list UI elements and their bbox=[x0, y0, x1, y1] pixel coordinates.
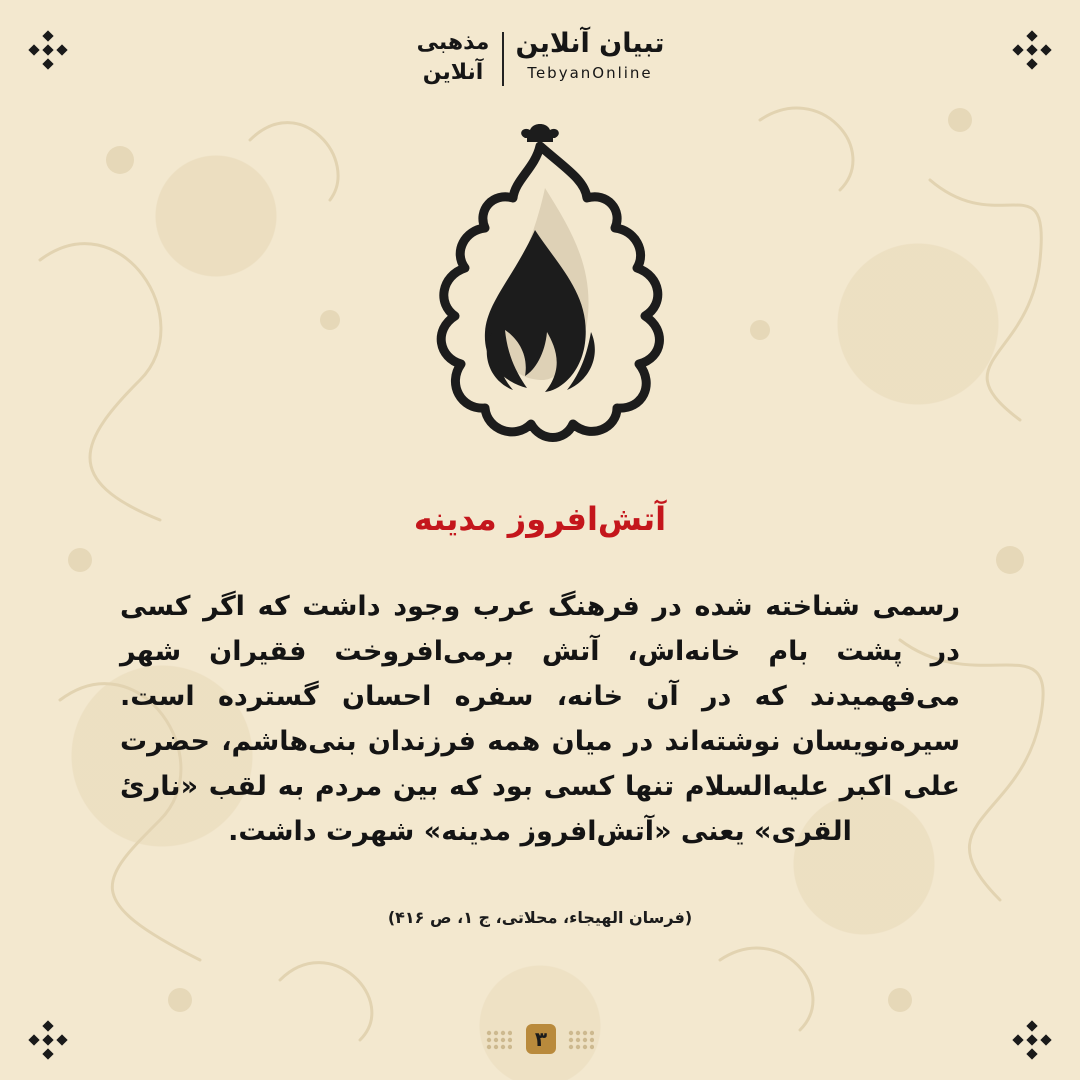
body-paragraph: رسمی شناخته شده در فرهنگ عرب وجود داشت که اگر کسی در پشت بام خانه‌اش، آتش برمی‌افروخت فقیران شهر می‌فهمیدند که در آن خانه، سفره احسان گسترده است. سیره‌نویسان نوشته‌اند در میان همه فرزندان بنی‌هاشم، حضرت علی اکبر علیه‌السلام تنها کسی بود که بین مردم به لقب «ناریٔ القری» یعنی «آتش‌افروز مدینه» شهرت داشت. bbox=[120, 591, 960, 847]
logo-section-line2: آنلاین bbox=[422, 60, 484, 85]
corner-ornament-icon bbox=[1012, 1020, 1052, 1060]
logo-name-fa: تبیان آنلاین bbox=[515, 28, 665, 59]
page-title: آتش‌افروز مدینه bbox=[413, 500, 667, 538]
logo-section-line1: مذهبی bbox=[416, 30, 490, 55]
dots-decoration-icon bbox=[568, 1030, 594, 1050]
page-number-badge: ۳ bbox=[526, 1024, 556, 1054]
dots-decoration-icon bbox=[486, 1030, 512, 1050]
logo-divider bbox=[502, 32, 504, 86]
logo-name-latin: TebyanOnline bbox=[527, 64, 653, 82]
pagination[interactable] bbox=[480, 1022, 600, 1058]
flame-in-dome-icon bbox=[395, 118, 685, 458]
source-citation: (فرسان الهیجاء، محلاتی، ج ۱، ص ۴۱۶) bbox=[387, 908, 693, 927]
corner-ornament-icon bbox=[28, 1020, 68, 1060]
brand-logo[interactable] bbox=[0, 24, 1080, 94]
